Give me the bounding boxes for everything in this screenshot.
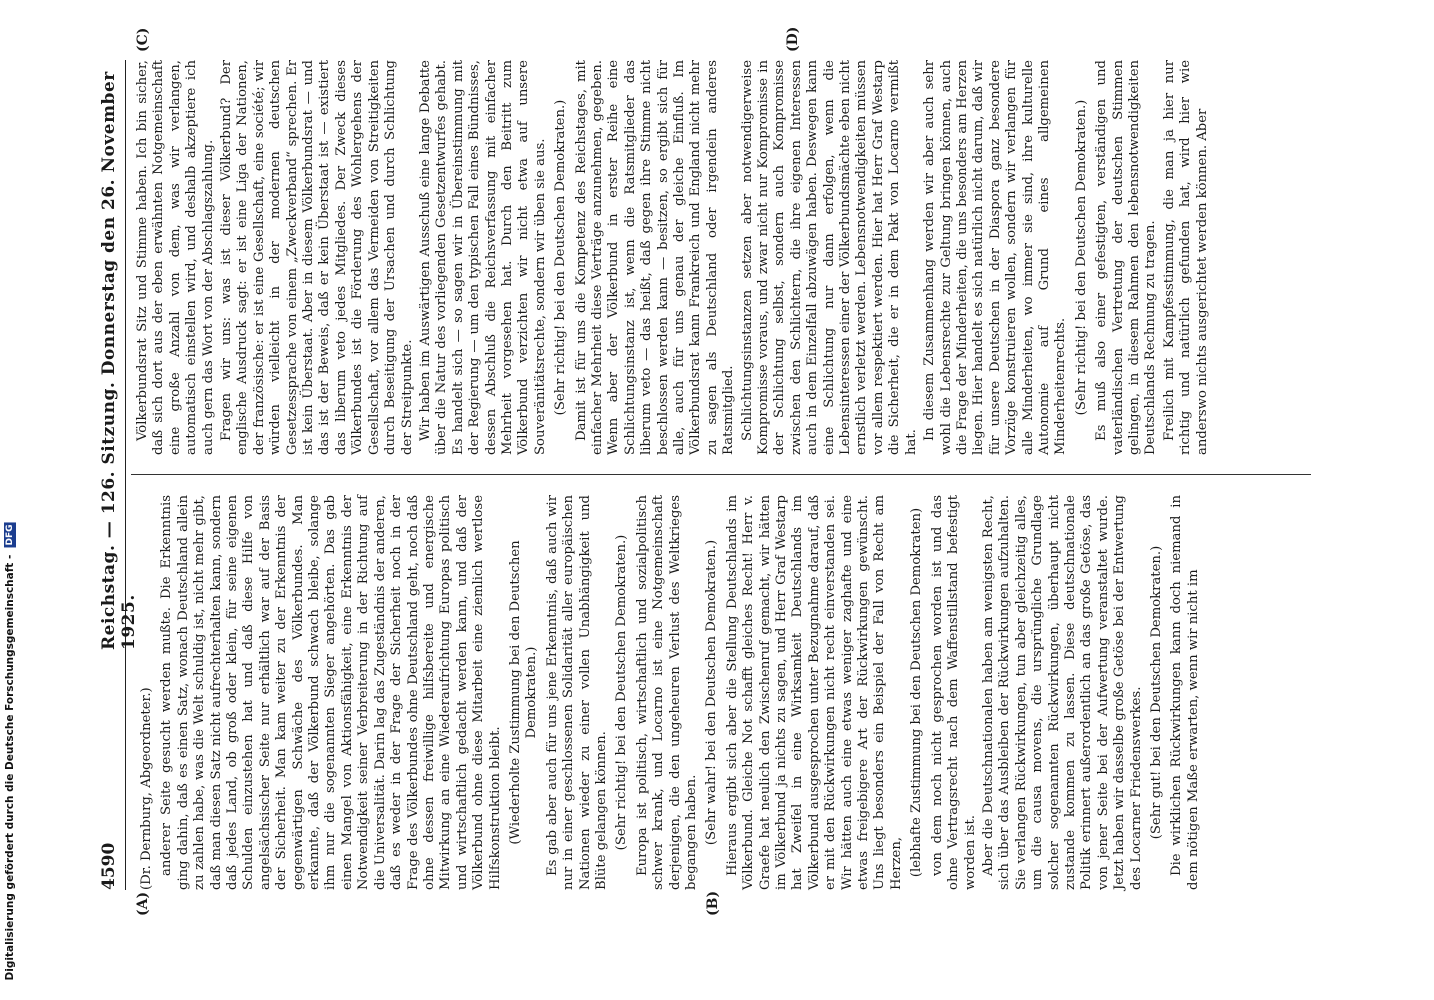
footer-text: Digitalisierung gefördert durch die Deutsche Forschungsgemeinschaft - bbox=[4, 554, 16, 980]
dfg-logo: DFG bbox=[5, 523, 15, 545]
paragraph: Es gab aber auch für uns jene Erkenntnis, daß auch wir nur in einer geschlossenen Solidarität aller europäischen Nationen wieder zu einer vollen Unabhängigkeit und Blüte gelangen können. bbox=[544, 495, 609, 890]
interjection: (Sehr richtig! bei den Deutschen Demokraten.) bbox=[1073, 99, 1089, 416]
paragraph: Die wirklichen Rückwirkungen kann doch niemand in dem nötigen Maße erwarten, wenn wir nicht im bbox=[1169, 495, 1201, 890]
speaker-label: (Dr. Dernburg, Abgeordneter.) bbox=[139, 687, 154, 890]
paragraph: Freilich mit Kampfesstimmung, die man ja hier nur richtig und natürlich gefunden hat, wird hier wie anderswo nichts ausgerichtet werden können. Aber bbox=[1161, 60, 1210, 455]
digitization-footer bbox=[0, 0, 22, 1000]
document-sheet bbox=[95, 26, 1315, 916]
margin-mark-a: (A) bbox=[135, 891, 151, 916]
page-title: Reichstag. — 126. Sitzung. Donnerstag den 26. November 1925. bbox=[99, 71, 139, 650]
interjection: (Wiederholte Zustimmung bei den Deutschen Demokraten.) bbox=[507, 540, 540, 845]
margin-mark-b: (B) bbox=[705, 890, 721, 916]
left-column bbox=[135, 495, 1204, 890]
paragraph: Europa ist politisch, wirtschaftlich und sozialpolitisch schwer krank, und Locarno ist eine Notgemeinschaft derjenigen, die den ungeheuren Verlust des Weltkrieges begangen haben. bbox=[634, 495, 699, 890]
margin-mark-d: (D) bbox=[785, 26, 801, 52]
page-header bbox=[95, 60, 139, 890]
paragraph: Es muß also einer gefestigten, verständigen und vaterländischen Vertretung der deutschen Stimmen gelingen, in diesem Rahmen den lebensnotwendigkeiten Deutschlands Rechnung zu tragen. bbox=[1094, 60, 1159, 455]
paragraph: Völkerbundsrat Sitz und Stimme haben. Ich bin sicher, daß sich dort aus der eben erwähnten Notgemeinschaft eine große Anzahl von dem, was wir verlangen, automatisch einstellen wird, und deshalb akzeptiere ich auch gern das Wort von der Abschlagszahlung. bbox=[135, 60, 216, 455]
paragraph: Hieraus ergibt sich aber die Stellung Deutschlands im Völkerbund. Gleiche Not schafft gleiches Recht! Herr v. Graefe hat neulich den Zwischenruf gemacht, wir hätten im Völkerbund ja nichts zu sagen, und Herr Graf Westarp hat Zweifel in eine Wirksamkeit Deutschlands im Völkerbund ausgesprochen unter Bezugnahme darauf, daß er mit den Rückwirkungen nicht recht einverstanden sei. Wir hätten auch eine etwas weniger zaghafte und eine etwas freigebigere Art der Rückwirkungen gewünscht. Uns liegt besonders ein Beispiel der Fall von Recht am Herzen, bbox=[724, 495, 904, 890]
right-column bbox=[135, 60, 1213, 455]
paragraph: Damit ist für uns die Kompetenz des Reichstages, mit einfacher Mehrheit diese Verträge anzunehmen, gegeben. Wenn aber der Völkerbund in erster Reihe eine Schlichtungsinstanz ist, wenn die Ratsmitglieder das liberum veto — das heißt, daß gegen ihre Stimme nicht beschlossen werden kann — besitzen, so ergibt sich für alle, auch für uns genau der gleiche Einfluß. Im Völkerbundsrat kann Frankreich und England nicht mehr zu sagen als Deutschland oder irgendein anderes Ratsmitglied. bbox=[573, 60, 737, 455]
interjection: (lebhafte Zustimmung bei den Deutschen Demokraten) bbox=[909, 507, 925, 878]
paragraph: anderer Seite gesucht werden mußte. Die Erkenntnis ging dahin, daß es einen Satz, wonach Deutschland allein zu zahlen habe, was die Welt schuldig ist, nicht mehr gibt, daß man diesen Satz nicht aufrechterhalten kann, sondern daß jedes Land, ob groß oder klein, für seine eigenen Schulden einzustehen hat und daß diese Hilfe von angelsächsischer Seite nur erhältlich war auf der Basis der Sicherheit. Man kam weiter zu der Erkenntnis der gegenwärtigen Schwäche des Völkerbundes. Man erkannte, daß der Völkerbund schwach bleibe, solange ihm nur die sogenannten Sieger angehörten. Das gab einen Mangel von Aktionsfähigkeit, eine Erkenntnis der Notwendigkeit seiner Verbreiterung in der Richtung auf die Universalität. Darin lag das Zugeständnis der anderen, daß es weder in der Frage der Sicherheit noch in der Frage des Völkerbundes ohne Deutschland geht, noch daß ohne dessen freiwillige hilfsbereite und energische Mitwirkung an eine Wiederaufrichtung Europas politisch und wirtschaftlich gedacht werden kann, und daß der Völkerbund ohne diese Mitarbeit eine ziemlich wertlose Hilfskonstruktion bleibt. bbox=[159, 495, 503, 890]
paragraph: Fragen wir uns: was ist dieser Völkerbund? Der englische Ausdruck sagt: er ist eine Liga der Nationen, der französische: er ist eine Gesellschaft, eine société; wir würden vielleicht in der modernen deutschen Gesetzessprache von einem „Zweckverband“ sprechen. Er ist kein Überstaat. Aber in diesem Völkerbundsrat — und das ist der Beweis, daß er kein Überstaat ist — existiert das liberum veto jedes Mitgliedes. Der Zweck dieses Völkerbundes ist die Förderung des Wohlergehens der Gesellschaft, vor allem das Vermeiden von Streitigkeiten durch Beseitigung der Ursachen und durch Schlichtung der Streitpunkte. bbox=[219, 60, 415, 455]
paragraph: Aber die Deutschnationalen haben am wenigsten Recht, sich über das Ausbleiben der Rückwirkungen aufzuhalten. Sie verlangen Rückwirkungen, tun aber gleichzeitig alles, um die causa movens, die ursprüngliche Grundlage solcher sogenannten Rückwirkungen, überhaupt nicht zustande kommen zu lassen. Diese deutschnationale Politik erinnert außerordentlich an das große Getöse, das von jener Seite bei der Aufwertung veranstaltet wurde. Jetzt haben wir dasselbe große Getöse bei der Entwertung des Locarner Friedenswerkes. bbox=[980, 495, 1144, 890]
column-divider bbox=[131, 474, 1311, 475]
page-number: 4590 bbox=[99, 842, 119, 890]
interjection: (Sehr gut! bei den Deutschen Demokraten.) bbox=[1148, 545, 1164, 840]
paragraph: In diesem Zusammenhang werden wir aber auch sehr wohl die Lebensrechte zur Geltung bringen können, auch die Frage der Minderheiten, die uns besonders am Herzen liegen. Hier handelt es sich natürlich nicht darum, daß wir für unsere Deutschen in der Diaspora ganz besondere Vorzüge konstruieren wollen, sondern wir verlangen für alle Minderheiten, wo immer sie sind, ihre kulturelle Autonomie auf Grund eines allgemeinen Minderheitenrechts. bbox=[922, 60, 1069, 455]
margin-mark-c: (C) bbox=[135, 27, 151, 52]
interjection: (Sehr richtig! bei den Deutschen Demokraten.) bbox=[614, 534, 630, 851]
interjection: (Sehr wahr! bei den Deutschen Demokraten.) bbox=[704, 539, 720, 846]
paragraph: Schlichtungsinstanzen setzen aber notwendigerweise Kompromisse voraus, und zwar nicht nur Kompromisse in der Schlichtung selbst, sondern auch Kompromisse zwischen den Schlichtern, die ihre eigenen Interessen auch in dem Einzelfall abzuwägen haben. Deswegen kann eine Schlichtung nur dann erfolgen, wenn die Lebensinteressen einer der Völkerbundsmächte eben nicht ernstlich verletzt werden. Lebensnotwendigkeiten müssen vor allem respektiert werden. Hier hat Herr Graf Westarp die Sicherheit, die er in dem Pakt von Locarno vermißt hat. bbox=[739, 60, 919, 455]
paragraph: Wir haben im Auswärtigen Ausschuß eine lange Debatte über die Natur des vorliegenden Gesetzentwurfes gehabt. Es handelt sich — so sagen wir in Übereinstimmung mit der Regierung — um den typischen Fall eines Bündnisses, dessen Abschluß die Reichsverfassung mit einfacher Mehrheit vorgesehen hat. Durch den Beitritt zum Völkerbund verzichten wir nicht etwa auf unsere Souveränitätsrechte, sondern wir üben sie aus. bbox=[417, 60, 548, 455]
paragraph: von dem noch nicht gesprochen worden ist und das ohne Vertragsrecht nach dem Waffenstillstand befestigt worden ist. bbox=[929, 495, 978, 890]
interjection: (Sehr richtig! bei den Deutschen Demokraten.) bbox=[553, 99, 569, 416]
